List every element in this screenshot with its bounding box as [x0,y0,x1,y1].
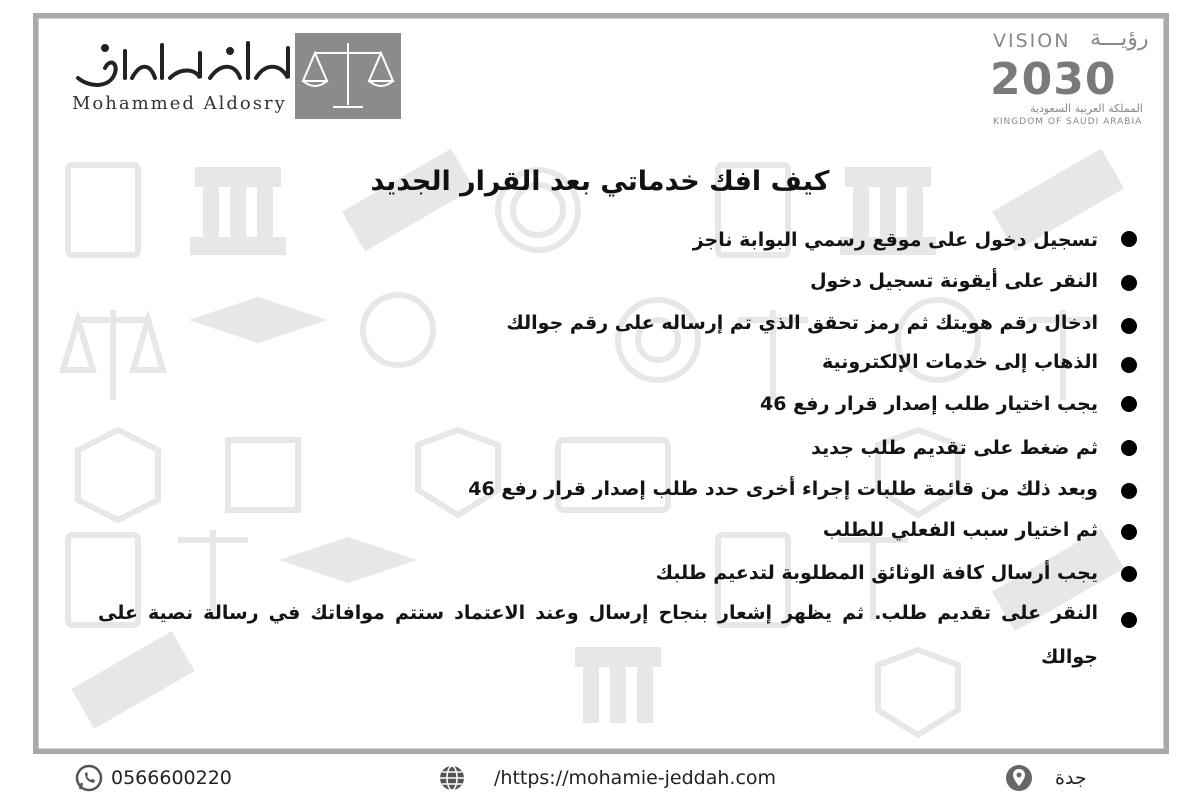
kingdom-en-text: KINGDOM OF SAUDI ARABIA [993,117,1143,127]
bullet-7 [1121,483,1137,499]
step-10: النقر على تقديم طلب. ثم يظهر إشعار بنجاح إرسال وعند الاعتماد ستتم موافاتك في رسالة نصية على جوالك [98,602,1098,668]
location-pin-icon [1005,764,1033,792]
bullet-3 [1121,318,1137,334]
step-2: النقر على أيقونة تسجيل دخول [810,270,1098,292]
vision-en-text: VISION [993,30,1071,52]
city-name: جدة [1055,767,1087,789]
step-5: يجب اختيار طلب إصدار قرار رفع 46 [759,393,1098,415]
lawyer-logo [70,33,405,119]
step-4: الذهاب إلى خدمات الإلكترونية [821,351,1098,373]
vision-2030-logo [990,26,1155,130]
step-8: ثم اختيار سبب الفعلي للطلب [822,519,1098,541]
page-title: كيف افك خدماتي بعد القرار الجديد [370,166,830,197]
bullet-8 [1121,524,1137,540]
bullet-9 [1121,566,1137,582]
footer-phone[interactable] [75,762,232,794]
bullet-1 [1121,231,1137,247]
scales-of-justice-icon [295,33,401,119]
phone-number: 0566600220 [111,767,232,789]
lawyer-calligraphy-logo [70,33,295,93]
step-9: يجب أرسال كافة الوثائق المطلوبة لتدعيم طلبك [655,562,1098,584]
bullet-2 [1121,275,1137,291]
step-6: ثم ضغط على تقديم طلب جديد [811,437,1098,459]
website-link[interactable]: /https://mohamie-jeddah.com [494,767,777,789]
whatsapp-icon [75,764,103,792]
step-7: وبعد ذلك من قائمة طلبات إجراء أخرى حدد طلب إصدار قرار رفع 46 [468,478,1098,500]
step-1: تسجيل دخول على موقع رسمي البوابة ناجز [692,229,1098,251]
bullet-4 [1121,357,1137,373]
vision-ar-text: رؤيـــة [1090,26,1149,51]
globe-icon [438,764,466,792]
footer-website[interactable] [438,762,776,794]
footer-location [1005,762,1087,794]
bullet-5 [1121,396,1137,412]
bullet-10 [1121,612,1137,628]
step-3: ادخال رقم هويتك ثم رمز تحقق الذي تم إرساله على رقم جوالك [506,312,1098,334]
bullet-6 [1121,440,1137,456]
vision-year: 2030 [990,54,1117,105]
kingdom-ar-text: المملكة العربية السعودية [1030,102,1143,115]
lawyer-latin-name: Mohammed Aldosry [72,93,287,114]
